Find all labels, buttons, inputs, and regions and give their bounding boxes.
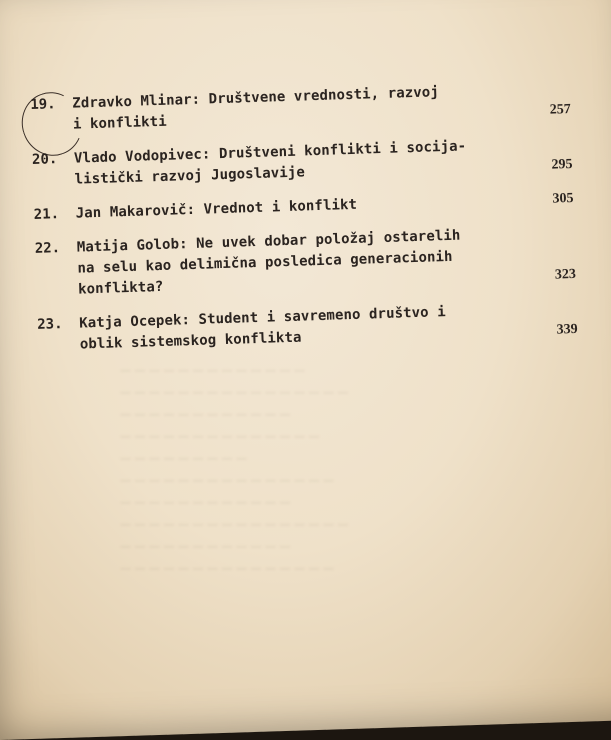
entry-title [75,190,495,224]
entry-number: 22. [34,240,61,257]
bleed-through-text: — — — — — — — — — — — — — — — — — — — — — — — — — — — — — — — — — — — — — — — — — — — — — — — — — — — — — — — — — — — — — — — — — — — — — — — — — — — — — — — — — — — — — — — — — — — — — — — — — — — — — — — — — — — — — — — — — — — — — — — — — — — — — — — — — — — — — — [120,364,349,575]
entry-number: 21. [33,206,60,223]
entry-page-number: 339 [556,321,578,338]
entry-title-line: oblik sistemskog konflikta [79,329,302,353]
table-of-contents [30,78,578,370]
entry-page-number: 295 [551,156,573,173]
entry-title-line: na selu kao delimična posledica generacionih [77,248,453,277]
entry-page-number: 323 [554,266,577,283]
entry-title-line: Vlado Vodopivec: Društveni konflikti i socija- [73,138,467,167]
entry-title-line: Jan Makarovič: Vrednot i konflikt [75,196,358,222]
entry-number: 20. [31,151,58,168]
entry-title [77,224,499,300]
entry-number: 23. [36,316,63,333]
entry-title [79,300,500,355]
entry-title-line: i konflikti [72,113,167,133]
entry-title-line: konflikta? [77,278,164,298]
entry-title [74,135,495,190]
toc-entry [33,188,573,226]
entry-page-number: 305 [552,190,574,207]
entry-title-line: Matija Golob: Ne uvek dobar položaj ostarelih [76,227,461,256]
entry-title-line: Katja Ocepek: Student i savremeno društvo i [78,304,447,332]
toc-entry [35,222,577,302]
toc-entry [37,298,578,357]
entry-number: 19. [30,96,56,113]
toc-entry [32,133,573,192]
entry-title-line: Zdravko Mlinar: Društvene vrednosti, razvoj [72,84,440,112]
entry-title-line: listički razvoj Jugoslavije [74,164,306,188]
entry-page-number: 257 [549,102,571,118]
